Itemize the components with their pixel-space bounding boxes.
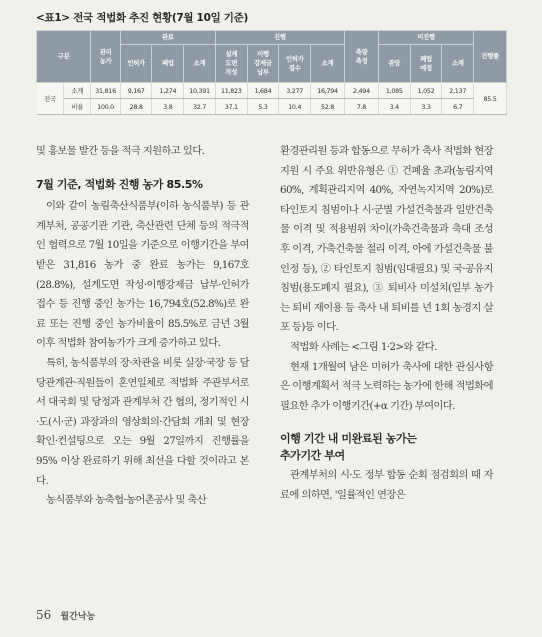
row-label: 비율	[64, 99, 91, 115]
paragraph: 환경관리원 등과 합동으로 무허가 축사 적법화 현장 지원 시 주요 위반유형은 ① 건폐율 초과(농림지역 60%, 계획관리지역 40%, 자연녹지지역 20%)로 타인토지 침범이나 시·군별 가설건축물과 일반건축물 이격 및 적용범위 차이(가축건축물과 축대 조성 후 이격, 가축건축물 절리 이격, 아에 가설건축물 불인정 등), ② 타인토지 침범(임대필요) 및 국·공유지 침범(용도폐지 필요), ③ 퇴비사 미설치(일부 농가는 퇴비 재이용 등 축사 내 퇴비를 년 1회 농경지 살포 등)등 이다.	[280, 145, 493, 334]
table-cell: 6.7	[442, 99, 474, 115]
paragraph: 적법화 사례는 <그림 1·2>와 같다.	[290, 340, 437, 353]
page-number: 56	[36, 608, 52, 622]
region-cell: 전국	[37, 83, 64, 115]
header-progress: 진행	[215, 31, 344, 45]
section-heading: 이행 기간 내 미완료된 농가는	[280, 432, 417, 446]
header-category: 구분	[37, 31, 91, 83]
header-rate: 진행률	[474, 31, 507, 83]
table-caption: <표1> 전국 적법화 추진 현황(7월 10일 기준)	[36, 12, 248, 24]
table-cell: 1,684	[247, 83, 279, 99]
header-complete: 완료	[120, 31, 215, 45]
header-sub: 인허가	[120, 45, 152, 83]
table-cell: 16,794	[311, 83, 345, 99]
paragraph: 농식품부와 농축협·농어촌공사 및 축산	[46, 494, 207, 507]
section-heading: 추가기간 부여	[280, 449, 345, 463]
table-cell: 3.4	[378, 99, 410, 115]
table-cell: 3.3	[410, 99, 442, 115]
header-sub: 이행 강제금 납부	[247, 45, 279, 83]
left-column	[36, 142, 249, 511]
magazine-name: 월간낙농	[60, 612, 96, 622]
table-cell: 5.3	[247, 99, 279, 115]
header-sub: 인허가 접수	[279, 45, 311, 83]
page-footer	[36, 604, 95, 623]
table-cell: 52.8	[311, 99, 345, 115]
header-managed: 관리 농가	[91, 31, 120, 83]
paragraph: 이와 같이 농림축산식품부(이하 농식품부) 등 관계부처, 공공기관 기관, 축산관련 단체 등의 적극적인 협력으로 7월 10일을 기준으로 이행기간을 부여받은 31,816 농가 중 완료 농가는 9,167호(28.8%), 설계도면 작성·이행강제금 납부·인허가 접수 등 진행 중인 농가는 16,794호(52.8%)로 완료 또는 진행 중인 농가비율이 85.5%로 금년 3월 이후 적법화 참여농가가 크게 증가하고 있다.	[36, 200, 249, 350]
header-sub: 소계	[311, 45, 345, 83]
table-cell: 2,494	[344, 83, 378, 99]
row-label: 소계	[64, 83, 91, 99]
section-heading: 7월 기준, 적법화 진행 농가 85.5%	[36, 177, 203, 191]
table-cell: 7.8	[344, 99, 378, 115]
header-measured: 측량 측정	[344, 31, 378, 83]
header-sub: 관망	[378, 45, 410, 83]
table-cell: 1,085	[378, 83, 410, 99]
header-sub: 폐업 예정	[410, 45, 442, 83]
right-column	[280, 142, 493, 506]
table-cell: 28.8	[120, 99, 152, 115]
table-cell: 1,274	[152, 83, 184, 99]
stats-table	[36, 30, 507, 115]
table-cell: 10,391	[184, 83, 216, 99]
table-cell: 2,137	[442, 83, 474, 99]
header-sub: 설계 도면 작성	[215, 45, 247, 83]
rate-cell: 85.5	[474, 83, 507, 115]
table-cell: 11,823	[215, 83, 247, 99]
table-cell: 37.1	[215, 99, 247, 115]
table-cell: 32.7	[184, 99, 216, 115]
table-cell: 3.8	[152, 99, 184, 115]
header-sub: 소계	[442, 45, 474, 83]
paragraph: 특히, 농식품부의 장·차관을 비롯 실장·국장 등 담당관계관·직원들이 혼연일체로 적법화 주관부서로서 대국회 및 당정과 관계부처 간 협의, 정기적인 시·도(시·군) 과장과의 영상회의·간담회 개최 및 현장확인·컨설팅으로 오는 9월 27일까지 진행률을 95% 이상 완료하기 위해 최선을 다할 것이라고 본다.	[36, 356, 249, 487]
table-cell: 100.0	[91, 99, 120, 115]
paragraph: 현재 1개월여 남은 미허가 축사에 대한 관심사항은 이행계획서 적극 노력하는 농가에 한해 적법화에 필요한 추가 이행기간(+α 기간) 부여이다.	[280, 360, 493, 412]
header-incomplete: 미진행	[378, 31, 473, 45]
paragraph: 및 홍보물 발간 등을 적극 지원하고 있다.	[36, 145, 205, 157]
table-cell: 1,052	[410, 83, 442, 99]
table-cell: 31,816	[91, 83, 120, 99]
table-cell: 9,167	[120, 83, 152, 99]
table-cell: 3,277	[279, 83, 311, 99]
header-sub: 소계	[184, 45, 216, 83]
paragraph: 관계부처의 시·도 정부 합동 순회 점검회의 때 자료에 의하면, '일률적인 연장은	[280, 469, 493, 501]
table-cell: 10.4	[279, 99, 311, 115]
header-sub: 폐업	[152, 45, 184, 83]
